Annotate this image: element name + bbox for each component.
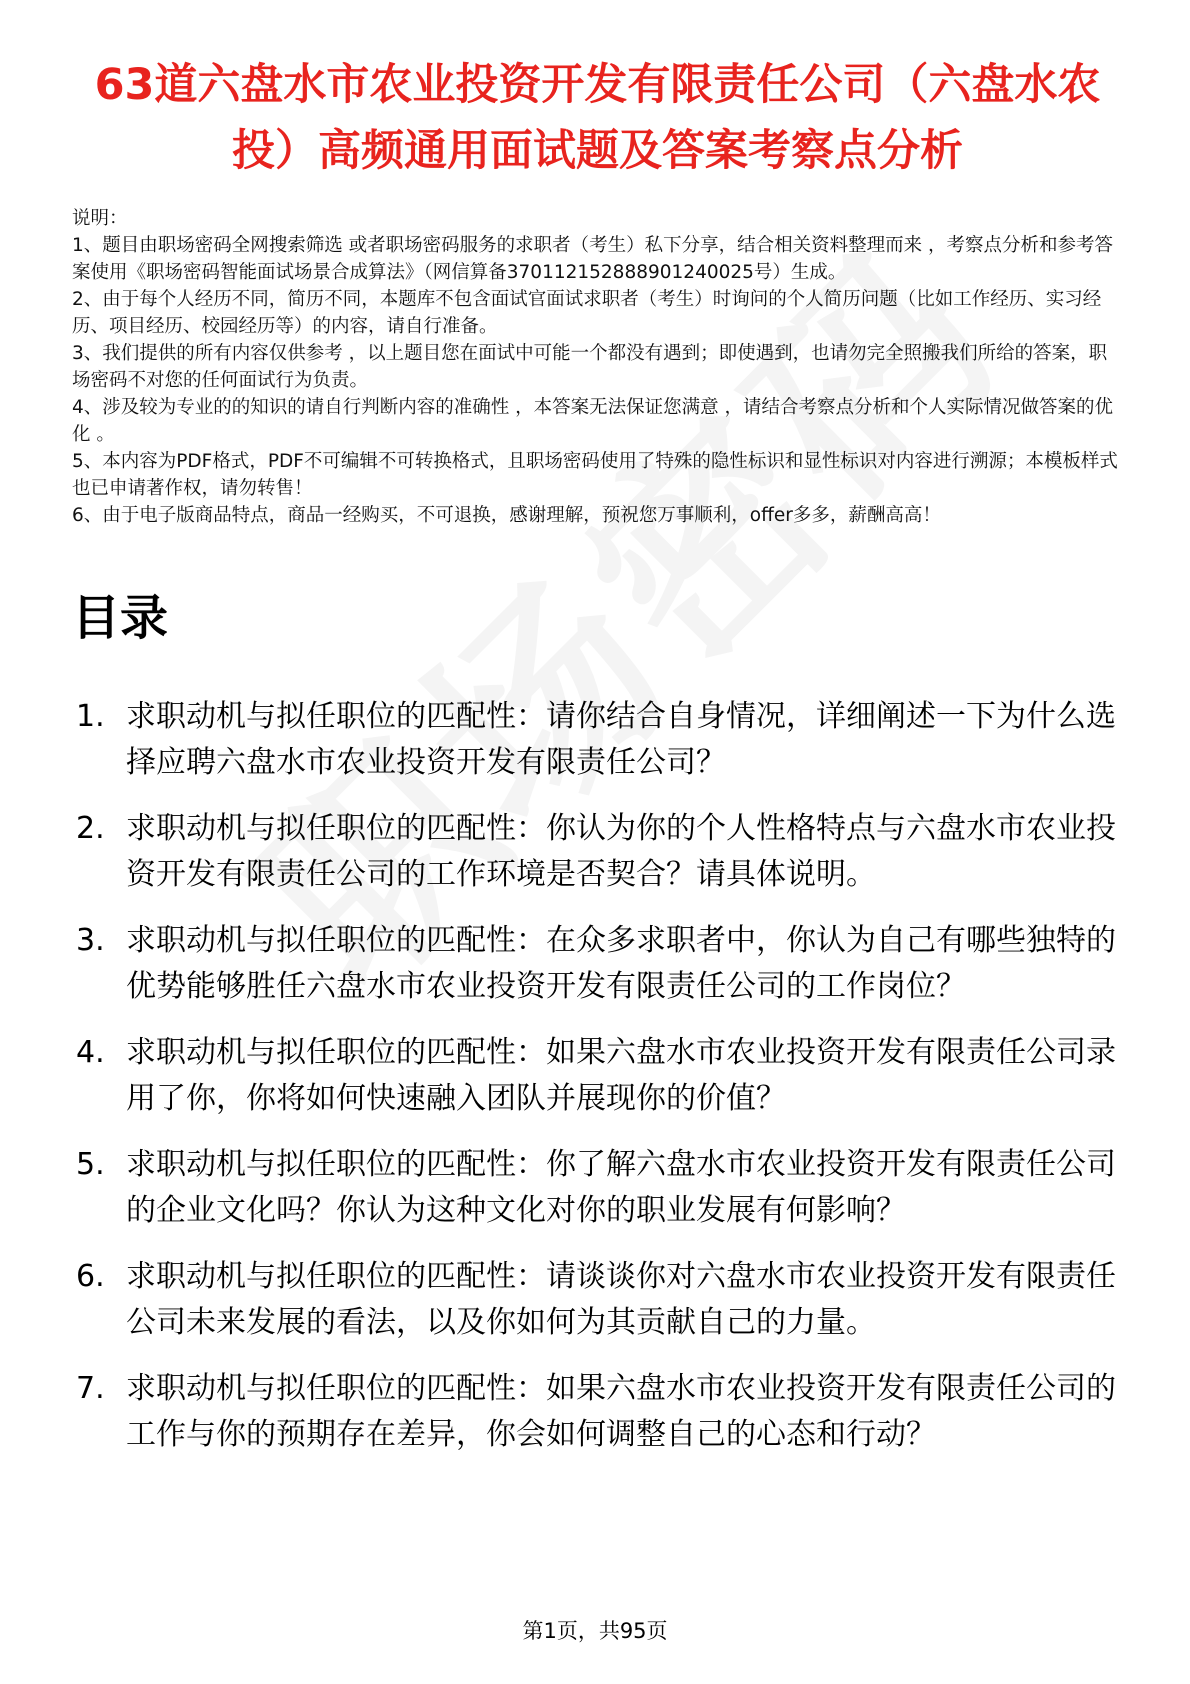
toc-item-number: 5.	[76, 1147, 105, 1182]
toc-item[interactable]	[76, 918, 1122, 1010]
note-item: 2、由于每个人经历不同，简历不同，本题库不包含面试官面试求职者（考生）时询问的个人简历问题（比如工作经历、实习经历、项目经历、校园经历等）的内容，请自行准备。	[72, 289, 1102, 337]
toc-item[interactable]	[76, 694, 1122, 786]
note-item: 3、我们提供的所有内容仅供参考 ，以上题目您在面试中可能一个都没有遇到；即使遇到，也请勿完全照搬我们所给的答案，职场密码不对您的任何面试行为负责。	[72, 343, 1108, 391]
page-footer: 第1页，共95页	[522, 1619, 668, 1643]
note-item: 6、由于电子版商品特点，商品一经购买，不可退换，感谢理解，预祝您万事顺利，offer多多，薪酬高高！	[72, 505, 941, 526]
note-item: 5、本内容为PDF格式，PDF不可编辑不可转换格式，且职场密码使用了特殊的隐性标识和显性标识对内容进行溯源；本模板样式也已申请著作权，请勿转售！	[72, 451, 1118, 499]
toc-item-text: 求职动机与拟任职位的匹配性：在众多求职者中，你认为自己有哪些独特的优势能够胜任六盘水市农业投资开发有限责任公司的工作岗位？	[126, 923, 1116, 1004]
toc-item-number: 1.	[76, 699, 105, 734]
toc-item[interactable]	[76, 1366, 1122, 1458]
toc-item-number: 7.	[76, 1371, 105, 1406]
note-item: 1、题目由职场密码全网搜索筛选 或者职场密码服务的求职者（考生）私下分享，结合相关资料整理而来 ，考察点分析和参考答案使用《职场密码智能面试场景合成算法》（网信算备370112152888901240025号）生成。	[72, 235, 1114, 283]
notes-heading: 说明：	[72, 208, 128, 229]
notes-section	[72, 205, 1122, 529]
toc-item[interactable]	[76, 806, 1122, 898]
toc-item-number: 4.	[76, 1035, 105, 1070]
toc-item-text: 求职动机与拟任职位的匹配性：请你结合自身情况，详细阐述一下为什么选择应聘六盘水市农业投资开发有限责任公司？	[126, 699, 1116, 780]
toc-item[interactable]	[76, 1142, 1122, 1234]
toc-item-text: 求职动机与拟任职位的匹配性：如果六盘水市农业投资开发有限责任公司录用了你，你将如何快速融入团队并展现你的价值？	[126, 1035, 1116, 1116]
document-title: 63道六盘水市农业投资开发有限责任公司（六盘水农投）高频通用面试题及答案考察点分析	[94, 60, 1101, 176]
toc-item-text: 求职动机与拟任职位的匹配性：你了解六盘水市农业投资开发有限责任公司的企业文化吗？你认为这种文化对你的职业发展有何影响？	[126, 1147, 1116, 1228]
toc-heading: 目录	[72, 590, 169, 646]
toc-item-number: 6.	[76, 1259, 105, 1294]
note-item: 4、涉及较为专业的的知识的请自行判断内容的准确性 ，本答案无法保证您满意 ，请结合考察点分析和个人实际情况做答案的优化 。	[72, 397, 1114, 445]
toc-item-text: 求职动机与拟任职位的匹配性：如果六盘水市农业投资开发有限责任公司的工作与你的预期存在差异，你会如何调整自己的心态和行动？	[126, 1371, 1116, 1452]
toc-item-number: 3.	[76, 923, 105, 958]
toc-item-text: 求职动机与拟任职位的匹配性：你认为你的个人性格特点与六盘水市农业投资开发有限责任公司的工作环境是否契合？请具体说明。	[126, 811, 1116, 892]
toc-list	[76, 694, 1122, 1478]
toc-item-text: 求职动机与拟任职位的匹配性：请谈谈你对六盘水市农业投资开发有限责任公司未来发展的看法，以及你如何为其贡献自己的力量。	[126, 1259, 1116, 1340]
toc-item[interactable]	[76, 1254, 1122, 1346]
toc-item[interactable]	[76, 1030, 1122, 1122]
toc-item-number: 2.	[76, 811, 105, 846]
